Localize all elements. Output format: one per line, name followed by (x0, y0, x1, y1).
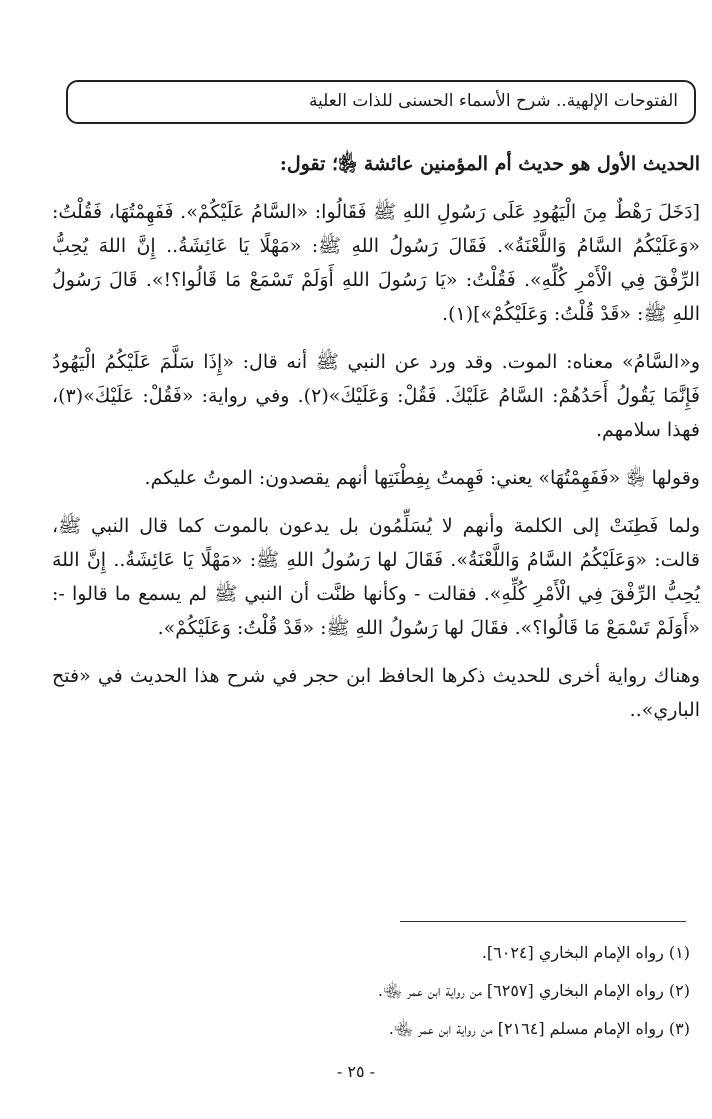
running-header (66, 80, 696, 124)
paragraph-hadith: [دَخَلَ رَهْطٌ مِنَ الْيَهُودِ عَلَى رَسُولِ اللهِ ﷺ فَقَالُوا: «السَّامُ عَلَيْكُمْ». فَفَهِمْتُهَا، فَقُلْتُ: «وَعَلَيْكُمُ السَّامُ وَاللَّعْنَةُ». فَقَالَ رَسُولُ اللهِ ﷺ: «مَهْلًا يَا عَائِشَةُ.. إِنَّ اللهَ يُحِبُّ الرِّفْقَ فِي الْأَمْرِ كُلِّهِ». فَقُلْتُ: «يَا رَسُولَ اللهِ أَوَلَمْ تَسْمَعْ مَا قَالُوا؟!». قَالَ رَسُولُ اللهِ ﷺ: «قَدْ قُلْتُ: وَعَلَيْكُمْ»](١). (52, 201, 700, 325)
footnote-2: (٢) رواه الإمام البخاري [٦٢٥٧] من رواية ابن عمر ﵄. (377, 981, 690, 1000)
paragraph-saam-meaning: و«السَّامُ» معناه: الموت. وقد ورد عن النبي ﷺ أنه قال: «إِذَا سَلَّمَ عَلَيْكُمُ الْيَهُودُ فَإِنَّمَا يَقُولُ أَحَدُهُمْ: السَّامُ عَلَيْكَ. فَقُلْ: وَعَلَيْكَ»(٢). وفي رواية: «فَقُلْ: عَلَيْكَ»(٣)، فهذا سلامهم. (52, 351, 700, 441)
paragraph-intro: الحديث الأول هو حديث أم المؤمنين عائشة ﵂؛ تقول: (279, 153, 700, 175)
page-number: - ٢٥ - (336, 1062, 376, 1081)
paragraph-other-narration: وهناك رواية أخرى للحديث ذكرها الحافظ ابن حجر في شرح هذا الحديث في «فتح الباري».. (52, 665, 700, 721)
header-title: الفتوحات الإلهية.. شرح الأسماء الحسنى للذات العلية (308, 91, 678, 111)
paragraph-fahimtuha: وقولها ﵂ «فَفَهِمْتُهَا» يعني: فَهِمتُ بِفِطْنَتِها أنهم يقصدون: الموتُ عليكم. (144, 467, 700, 489)
footnote-3: (٣) رواه الإمام مسلم [٢١٦٤] من رواية ابن عمر ﵄. (388, 1019, 690, 1038)
footnote-separator (400, 921, 686, 922)
main-text (52, 147, 700, 727)
footnotes (52, 934, 690, 1048)
footnote-1: (١) رواه الإمام البخاري [٦٠٢٤]. (481, 943, 690, 962)
paragraph-explanation: ولما فَطِنَتْ إلى الكلمة وأنهم لا يُسَلِّمُون بل يدعون بالموت كما قال النبي ﷺ، قالت: «وَعَلَيْكُمُ السَّامُ وَاللَّعْنَةُ». فَقَالَ لها رَسُولُ اللهِ ﷺ: «مَهْلًا يَا عَائِشَةُ.. إِنَّ اللهَ يُحِبُّ الرِّفْقَ فِي الْأَمْرِ كُلِّهِ». فقالت - وكأنها ظنَّت أن النبي ﷺ لم يسمع ما قالوا -: «أَوَلَمْ تَسْمَعْ مَا قَالُوا؟». فقَالَ لها رَسُولُ اللهِ ﷺ: «قَدْ قُلْتُ: وَعَلَيْكُمْ». (52, 515, 700, 639)
